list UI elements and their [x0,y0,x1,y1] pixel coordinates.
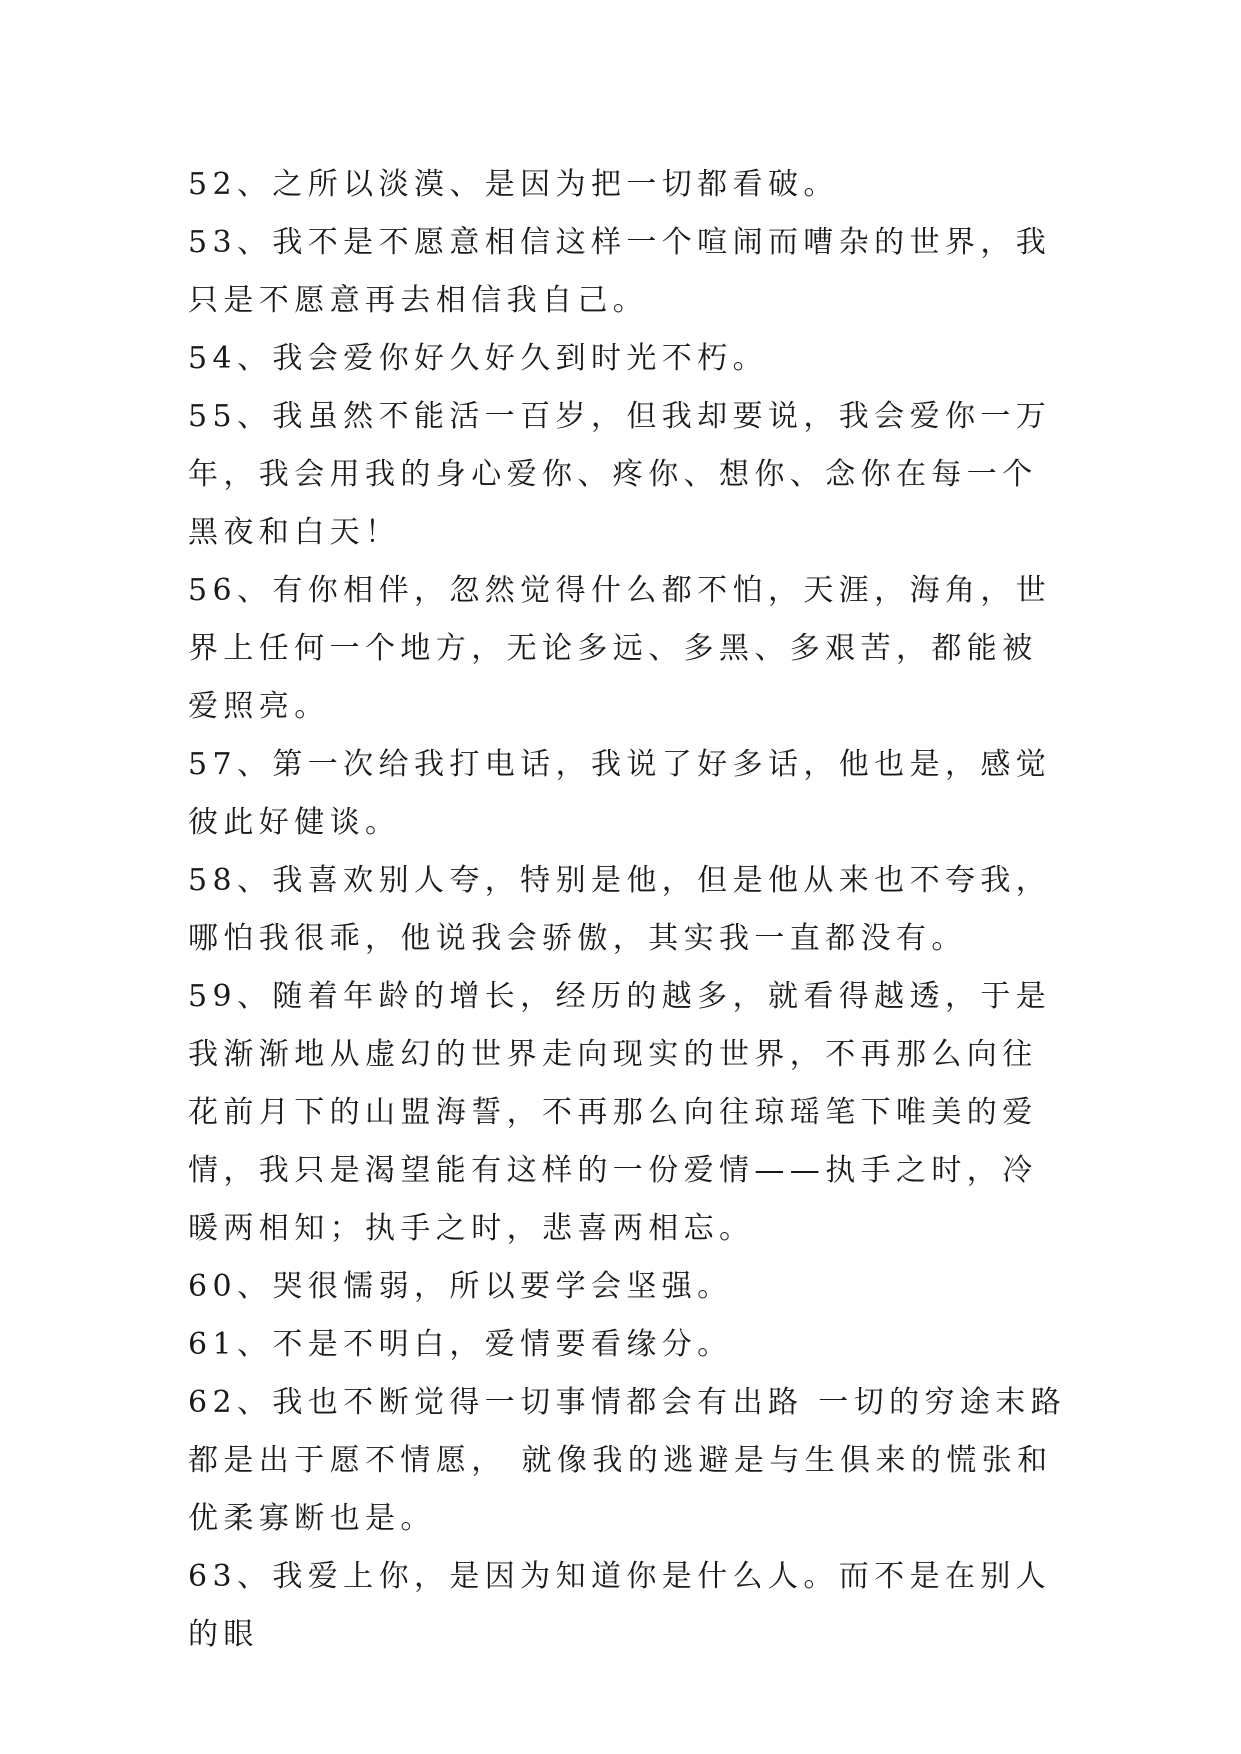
entry-63: 63、我爱上你，是因为知道你是什么人。而不是在别人的眼 [188,1559,1052,1652]
entry-61: 61、不是不明白，爱情要看缘分。 [188,1327,733,1362]
entry-57: 57、第一次给我打电话，我说了好多话，他也是，感觉彼此好健谈。 [188,747,1052,840]
entry-60: 60、哭很懦弱，所以要学会坚强。 [188,1269,733,1304]
entry-59: 59、随着年龄的增长，经历的越多，就看得越透，于是我渐渐地从虚幻的世界走向现实的世界，不再那么向往花前月下的山盟海誓，不再那么向往琼瑶笔下唯美的爱情，我只是渴望能有这样的一份爱情——执手之时，冷暖两相知；执手之时，悲喜两相忘。 [188,979,1052,1246]
document-body [188,156,1068,1664]
entry-55: 55、我虽然不能活一百岁，但我却要说，我会爱你一万年，我会用我的身心爱你、疼你、想你、念你在每一个黑夜和白天！ [188,399,1052,550]
entry-54: 54、我会爱你好久好久到时光不朽。 [188,341,768,376]
entry-56: 56、有你相伴，忽然觉得什么都不怕，天涯，海角，世界上任何一个地方，无论多远、多黑、多艰苦，都能被爱照亮。 [188,573,1052,724]
entry-62: 62、我也不断觉得一切事情都会有出路 一切的穷途末路都是出于愿不情愿， 就像我的逃避是与生俱来的慌张和优柔寡断也是。 [188,1385,1067,1536]
entry-58: 58、我喜欢别人夸，特别是他，但是他从来也不夸我，哪怕我很乖，他说我会骄傲，其实我一直都没有。 [188,863,1052,956]
entry-53: 53、我不是不愿意相信这样一个喧闹而嘈杂的世界，我只是不愿意再去相信我自己。 [188,225,1052,318]
entry-52: 52、之所以淡漠、是因为把一切都看破。 [188,167,839,202]
